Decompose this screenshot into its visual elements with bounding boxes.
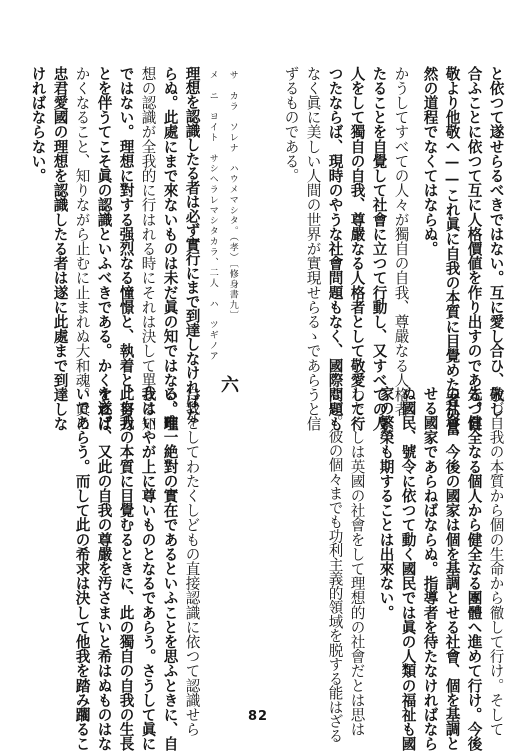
text-column: 然の道程でなくてはならぬ。: [421, 66, 439, 256]
text-column: 想の認識が全我的に行はれる時にそれは決して單なる知: [139, 66, 157, 431]
text-column: 先づ健全なる個人から健全なる團體へ進めて行け。今後: [465, 386, 483, 751]
text-column: ぬ國民、號令に依つて動く國民では眞の人類の福祉も國: [399, 386, 417, 751]
text-column: 理想を認識したる者は必ず實行にまで到達しなければな: [183, 66, 201, 423]
text-column: と依つて遂せらるべきではない。互に愛し合ひ、敬し: [487, 66, 505, 417]
text-column: ずるものである。: [282, 66, 300, 183]
quoted-verse-line: サ カラ ソレナ ハウメマシタ。（孝）〔修身書九〕: [227, 70, 239, 321]
text-column: せる國家であらねばならぬ。指導者を待たなければなら: [421, 386, 439, 751]
text-column: 忠君愛國の理想を認識したる者は遂に此處まで到達しな: [51, 66, 69, 431]
text-column: 家の繁榮も期することは出來ない。: [377, 386, 395, 620]
text-column: ければならない。: [29, 66, 47, 183]
text-column: たることを自覺して社會に立つて行動し、又すべての人: [370, 66, 388, 431]
text-column: かうしてすべての人々が獨自の自我、尊嚴なる人格者: [392, 66, 410, 417]
text-column: なく眞に美しい人間の世界が實現せらるゝであらうと信: [304, 66, 322, 431]
text-column: ない。彼の個々までも功利主義的領域を脱する能はざる: [326, 386, 344, 743]
text-column: らぬ。此處にまで來ないものは未だ眞の知ではない。理: [161, 66, 179, 431]
text-column: 此自我の本質に目覺むるときに、此の獨自の自我の生長: [117, 386, 135, 751]
text-column: を遂げ、又此の自我の尊嚴を汚さまいと希はぬものはな: [95, 386, 113, 751]
text-column: わたくしは英國の社會をして理想的の社會だとは思は: [348, 386, 366, 737]
text-column: 合ふことに依つて互に人格價値を作り出すのである。自: [465, 66, 483, 431]
text-column: 自我をしてわたくしどもの直接認識に依つて認識せら: [183, 386, 201, 737]
text-column: ではない。理想に對する强烈なる憧憬と、執着と、努力: [117, 66, 135, 431]
text-column: 敬より他敬へ——これ眞に自我の本質に目覺めた者の當: [443, 66, 461, 436]
text-column: かくなること、知りながら止むに止まれぬ大和魂。眞に: [73, 66, 91, 431]
text-column: 我はいやが上に尊いものとなるであらう。さうして眞に: [139, 386, 157, 751]
text-column: いであらう。而して此の希求は決して他我を踏み躙るこ: [73, 386, 91, 751]
text-column: とを伴うてこそ眞の認識といふべきである。かくすれば: [95, 66, 113, 431]
text-column: る、唯一絶對の實在であるといふことを思ふときに、自: [161, 386, 179, 751]
text-column: の社會、今後の國家は個を基調とせる社會、個を基調と: [443, 386, 461, 751]
page-number: 82: [247, 709, 269, 724]
section-number: 六: [218, 375, 239, 393]
text-column: 人をして獨自の自我、尊嚴なる人格者として敬愛して行: [348, 66, 366, 431]
quoted-verse-line: メ ニ ヨイト サシヘラレマシタカラ、二人 ハ ツギノア: [207, 70, 219, 362]
text-column: 先づ自我の本質から個の生命から徹して行け。そして: [487, 386, 505, 737]
text-column: つたならば、現時のやうな社會問題もなく、國際問題も: [326, 66, 344, 431]
